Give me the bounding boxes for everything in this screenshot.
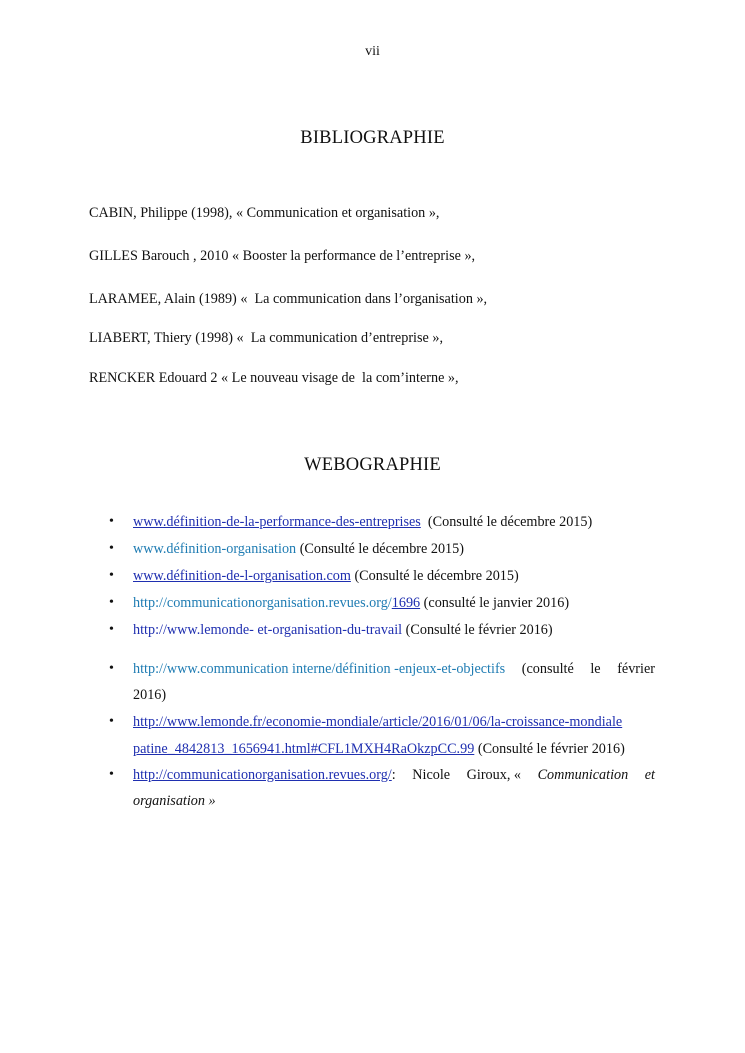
web-link[interactable]: www.définition-organisation	[133, 541, 297, 557]
web-link[interactable]: http://www.lemonde.fr/economie-mondiale/article/2016/01/06/la-croissance-mondiale	[133, 714, 623, 730]
consultation-note: février	[617, 661, 655, 677]
web-link-continuation[interactable]: patine_4842813_1656941.html#CFL1MXH4RaOkzpCC.99	[133, 741, 475, 757]
bullet-icon: •	[109, 514, 114, 529]
list-item	[133, 541, 464, 558]
list-item-continuation	[133, 741, 625, 758]
list-item	[133, 767, 655, 784]
bullet-icon: •	[109, 767, 114, 782]
item-text: Nicole	[412, 767, 451, 783]
bullet-icon: •	[109, 661, 114, 676]
list-item	[133, 595, 569, 612]
consultation-note: (Consulté le février 2016)	[474, 741, 625, 757]
web-link[interactable]: http://www.lemonde- et-organisation-du-travail	[133, 622, 403, 638]
bullet-icon: •	[109, 568, 114, 583]
consultation-note: (Consulté le décembre 2015)	[420, 514, 593, 530]
bibliography-entry: GILLES Barouch , 2010 « Booster la performance de l’entreprise »,	[89, 248, 476, 264]
bullet-icon: •	[109, 541, 114, 556]
bibliography-heading: BIBLIOGRAPHIE	[300, 128, 445, 148]
bibliography-entry: LIABERT, Thiery (1998) « La communication d’entreprise »,	[89, 330, 443, 346]
bullet-icon: •	[109, 595, 114, 610]
bibliography-entry: CABIN, Philippe (1998), « Communication et organisation »,	[89, 205, 440, 221]
item-title: Communication	[537, 767, 629, 783]
bibliography-entry: RENCKER Edouard 2 « Le nouveau visage de la com’interne »,	[89, 370, 459, 386]
list-item	[133, 714, 622, 731]
bibliography-entry: LARAMEE, Alain (1989) « La communication dans l’organisation »,	[89, 291, 488, 307]
consultation-note: (Consulté le février 2016)	[402, 622, 553, 638]
item-text: Giroux, «	[466, 767, 522, 783]
bullet-icon: •	[109, 622, 114, 637]
consultation-note: (consulté	[521, 661, 574, 677]
list-item	[133, 568, 519, 585]
consultation-note: le	[590, 661, 601, 677]
list-item-continuation: 2016)	[133, 687, 167, 703]
web-link[interactable]: www.définition-de-la-performance-des-entreprises	[133, 514, 421, 530]
web-link[interactable]: http://www.communication interne/définition -enjeux-et-objectifs	[133, 661, 506, 677]
consultation-note: (Consulté le décembre 2015)	[350, 568, 519, 584]
webography-heading: WEBOGRAPHIE	[304, 455, 441, 475]
web-link[interactable]: http://communicationorganisation.revues.org/	[133, 595, 392, 611]
list-item	[133, 661, 655, 678]
web-link[interactable]: http://communicationorganisation.revues.org/	[133, 767, 392, 783]
list-item	[133, 622, 553, 639]
web-link-suffix[interactable]: 1696	[391, 595, 421, 611]
web-link[interactable]: www.définition-de-l-organisation.com	[133, 568, 351, 584]
consultation-note: (Consulté le décembre 2015)	[296, 541, 464, 557]
item-text: :	[391, 767, 396, 783]
bullet-icon: •	[109, 714, 114, 729]
list-item	[133, 514, 592, 531]
item-title: et	[644, 767, 655, 783]
consultation-note: (consulté le janvier 2016)	[420, 595, 570, 611]
page-number: vii	[365, 44, 380, 59]
list-item-continuation: organisation »	[133, 793, 216, 809]
